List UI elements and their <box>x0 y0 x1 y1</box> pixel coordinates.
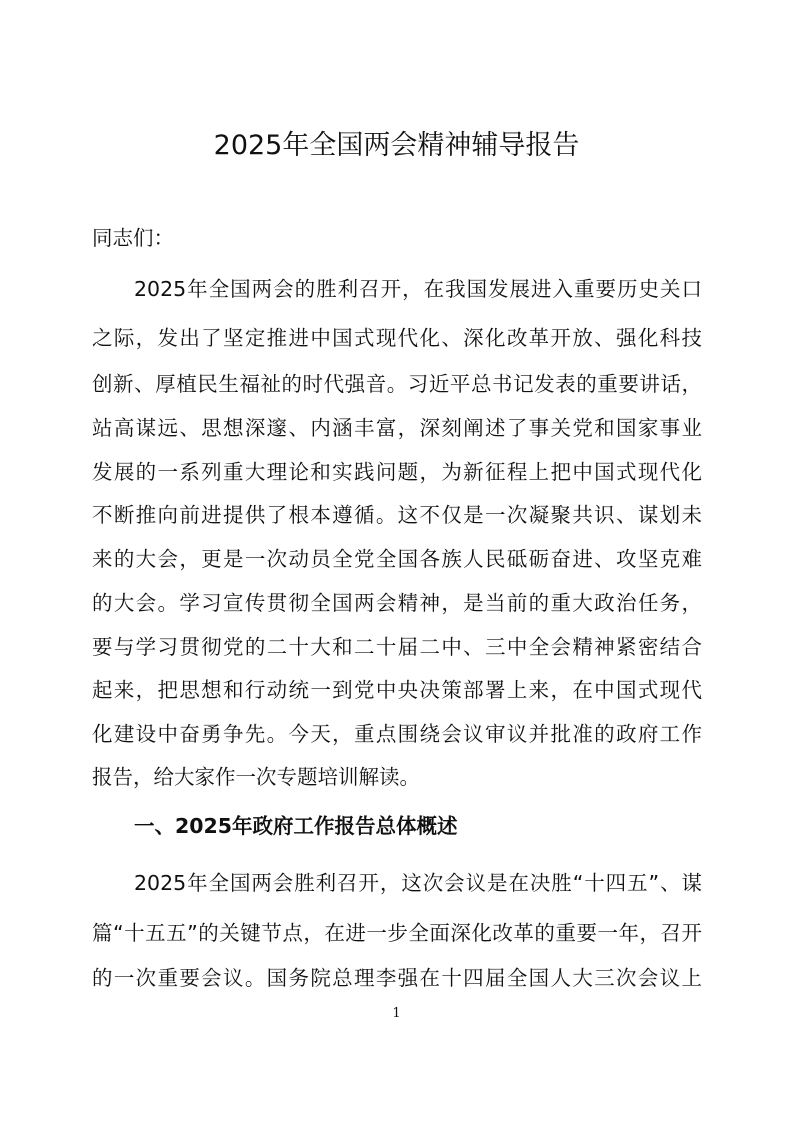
text-line: 之际，发出了坚定推进中国式现代化、深化改革开放、强化科技 <box>92 326 702 350</box>
text-line: 2025年全国两会的胜利召开，在我国发展进入重要历史关口 <box>134 277 702 301</box>
text-line: 发展的一系列重大理论和实践问题，为新征程上把中国式现代化 <box>92 460 702 484</box>
text-line: 不断推向前进提供了根本遵循。这不仅是一次凝聚共识、谋划未 <box>92 503 702 527</box>
text-line: 要与学习贯彻党的二十大和二十届二中、三中全会精神紧密结合 <box>92 635 702 659</box>
text-line: 化建设中奋勇争先。今天，重点围绕会议审议并批准的政府工作 <box>92 722 702 746</box>
text-line: 2025年全国两会胜利召开，这次会议是在决胜“十四五”、谋 <box>134 871 702 895</box>
text-line: 报告，给大家作一次专题培训解读。 <box>92 765 420 789</box>
page-number: 1 <box>392 1006 401 1021</box>
section-heading: 一、2025年政府工作报告总体概述 <box>134 814 458 838</box>
text-line: 的大会。学习宣传贯彻全国两会精神，是当前的重大政治任务， <box>92 591 702 615</box>
salutation: 同志们： <box>92 226 174 250</box>
text-line: 篇“十五五”的关键节点，在进一步全面深化改革的重要一年，召开 <box>92 921 702 945</box>
text-line: 的一次重要会议。国务院总理李强在十四届全国人大三次会议上 <box>92 966 702 990</box>
text-line: 来的大会，更是一次动员全党全国各族人民砥砺奋进、攻坚克难 <box>92 547 702 571</box>
text-line: 起来，把思想和行动统一到党中央决策部署上来，在中国式现代 <box>92 678 702 702</box>
text-line: 站高谋远、思想深邃、内涵丰富，深刻阐述了事关党和国家事业 <box>92 416 702 440</box>
document-title: 2025年全国两会精神辅导报告 <box>213 130 580 161</box>
text-line: 创新、厚植民生福祉的时代强音。习近平总书记发表的重要讲话， <box>92 372 702 396</box>
